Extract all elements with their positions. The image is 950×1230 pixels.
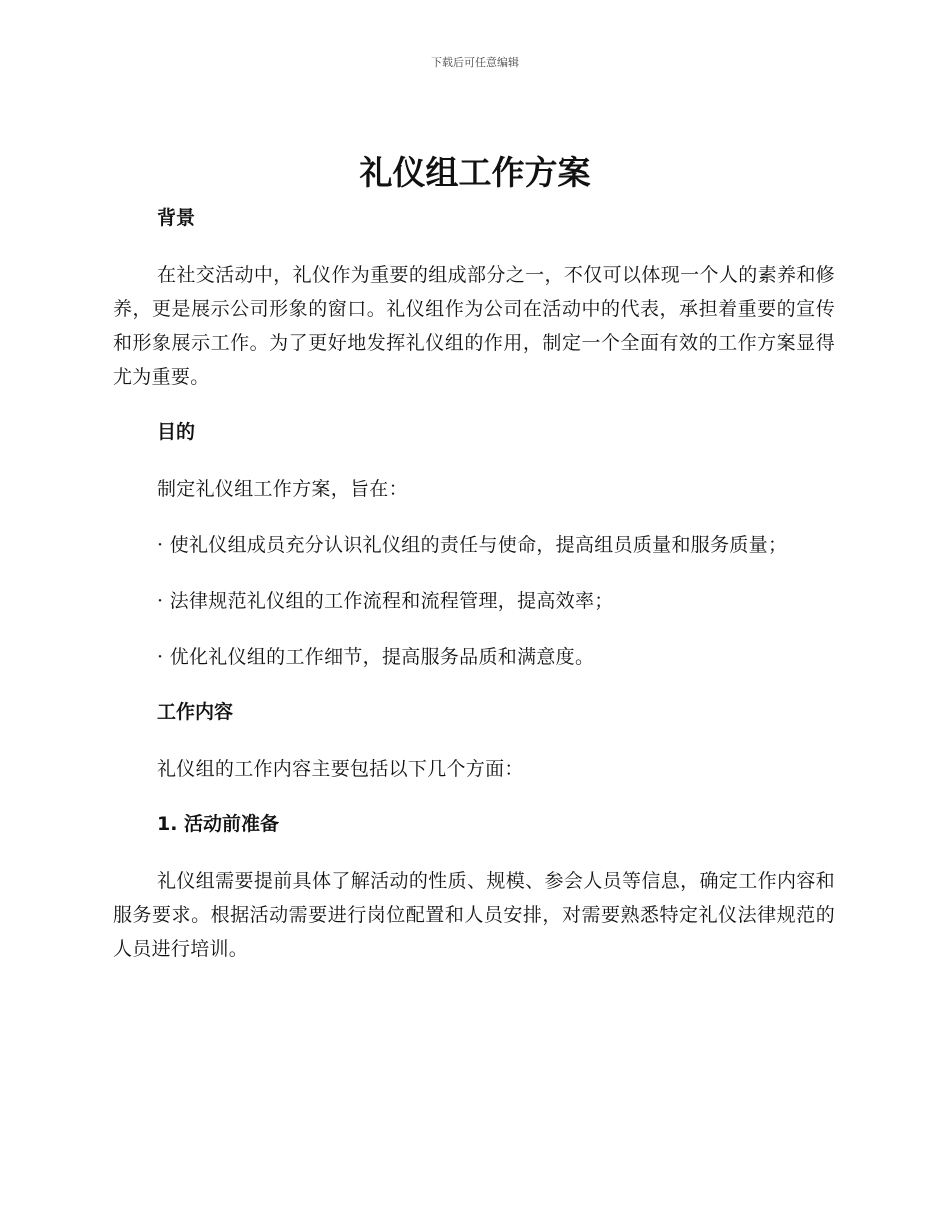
section-heading-purpose: 目的	[157, 421, 196, 443]
document-body	[113, 202, 835, 988]
subsection-heading-preparation: 1. 活动前准备	[157, 813, 280, 835]
header-note: 下载后可任意编辑	[431, 56, 519, 69]
purpose-intro: 制定礼仪组工作方案，旨在：	[157, 478, 408, 500]
purpose-bullet-1: · 使礼仪组成员充分认识礼仪组的责任与使命，提高组员质量和服务质量；	[157, 534, 788, 556]
section-heading-work-content: 工作内容	[157, 701, 234, 723]
preparation-paragraph: 礼仪组需要提前具体了解活动的性质、规模、参会人员等信息，确定工作内容和服务要求。根据活动需要进行岗位配置和人员安排，对需要熟悉特定礼仪法律规范的人员进行培训。	[113, 870, 835, 960]
section-heading-background: 背景	[157, 207, 196, 229]
document-title: 礼仪组工作方案	[359, 153, 591, 192]
purpose-bullet-2: · 法律规范礼仪组的工作流程和流程管理，提高效率；	[157, 590, 614, 612]
work-content-intro: 礼仪组的工作内容主要包括以下几个方面：	[157, 758, 524, 780]
background-paragraph: 在社交活动中，礼仪作为重要的组成部分之一，不仅可以体现一个人的素养和修养，更是展示公司形象的窗口。礼仪组作为公司在活动中的代表，承担着重要的宣传和形象展示工作。为了更好地发挥礼仪组的作用，制定一个全面有效的工作方案显得尤为重要。	[113, 264, 835, 388]
purpose-bullet-3: · 优化礼仪组的工作细节，提高服务品质和满意度。	[157, 646, 595, 668]
